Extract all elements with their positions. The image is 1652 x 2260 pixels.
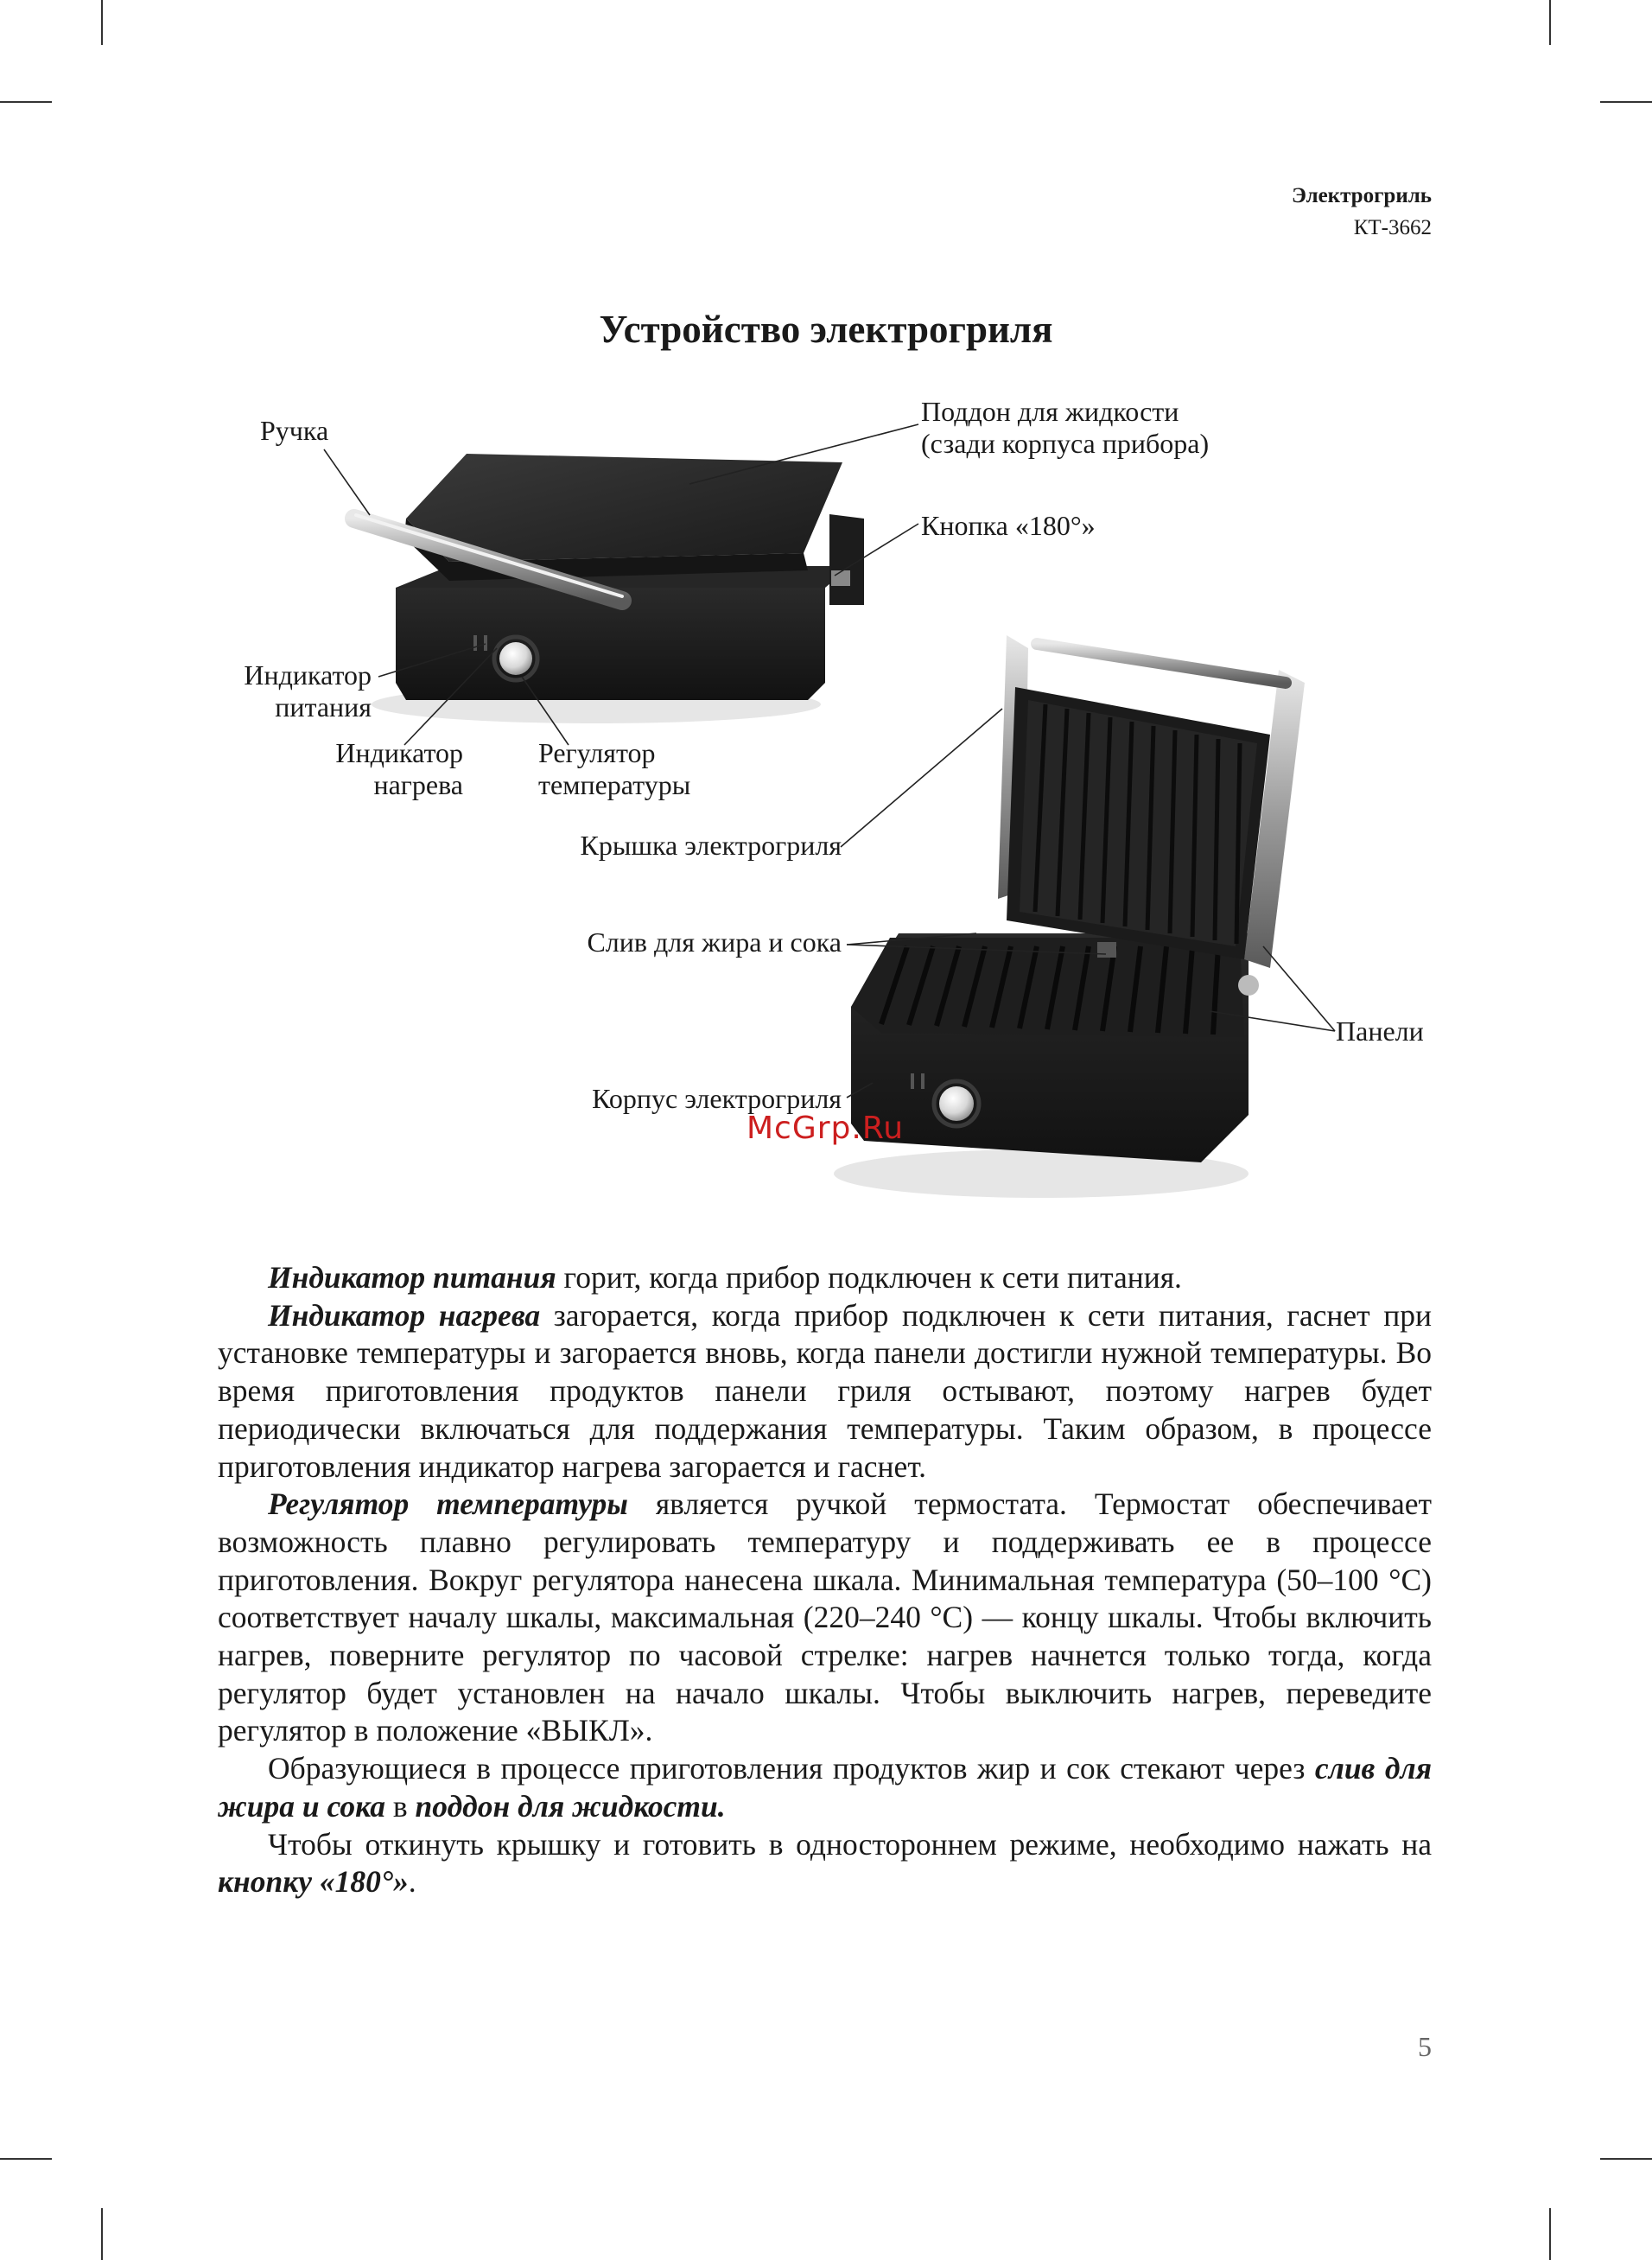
paragraph-text: Чтобы откинуть крышку и готовить в одностороннем режиме, необходимо нажать на — [268, 1826, 1432, 1862]
header-model: КТ-3662 — [1353, 216, 1432, 239]
label-tray-line1: Поддон для жидкости — [921, 396, 1179, 427]
term: кнопку «180°» — [218, 1864, 409, 1900]
crop-mark — [0, 2158, 52, 2160]
label-temp-regulator-line2: температуры — [538, 769, 691, 800]
open-grill — [834, 635, 1305, 1198]
term: Индикатор питания — [268, 1260, 556, 1295]
label-power-indicator-line1: Индикатор — [244, 659, 372, 691]
term: поддон для жидкости. — [415, 1788, 726, 1824]
label-heat-indicator — [294, 737, 463, 801]
label-body: Корпус электрогриля — [592, 1083, 842, 1114]
page-number: 5 — [1418, 2031, 1432, 2062]
watermark: McGrp.Ru — [747, 1111, 905, 1146]
label-tray — [921, 396, 1209, 460]
paragraph-text: . — [408, 1864, 416, 1900]
paragraph-drain — [218, 1750, 1432, 1825]
label-heat-indicator-line1: Индикатор — [335, 737, 463, 768]
paragraph-button-180 — [218, 1826, 1432, 1901]
label-panels: Панели — [1336, 1015, 1424, 1047]
paragraph-heat-indicator — [218, 1297, 1432, 1487]
paragraph-text: Образующиеся в процессе приготовления продуктов жир и сок стекают через — [268, 1751, 1315, 1786]
crop-mark — [1549, 2208, 1551, 2260]
paragraph-temp-regulator — [218, 1486, 1432, 1750]
term: слив для жира и сока — [218, 1751, 1432, 1824]
label-heat-indicator-line2: нагрева — [373, 769, 463, 800]
label-power-indicator — [207, 659, 372, 723]
label-power-indicator-line2: питания — [275, 691, 372, 723]
label-drain: Слив для жира и сока — [587, 926, 842, 958]
label-handle: Ручка — [260, 415, 329, 446]
crop-mark — [1600, 2158, 1652, 2160]
label-lid: Крышка электрогриля — [580, 830, 842, 861]
label-button-180: Кнопка «180°» — [921, 510, 1096, 541]
label-temp-regulator-line1: Регулятор — [538, 737, 656, 768]
label-temp-regulator — [538, 737, 690, 801]
body-text — [218, 1259, 1432, 1901]
header-product: Электрогриль — [1291, 184, 1432, 207]
paragraph-text: загорается, когда прибор подключен к сети питания, гаснет при установке температуры и загорается вновь, когда панели достигли нужной температуры. Во время приготовления продуктов панели гриля остывают, поэтому нагрев будет периодически включаться для поддержания температуры. Таким образом, в процессе приготовления индикатор нагрева загорается и гаснет. — [218, 1297, 1432, 1484]
section-title: Устройство электрогриля — [599, 308, 1053, 351]
paragraph-text: горит, когда прибор подключен к сети питания. — [556, 1260, 1182, 1295]
paragraph-power-indicator — [218, 1259, 1432, 1297]
label-tray-line2: (сзади корпуса прибора) — [921, 428, 1210, 459]
term: Регулятор температуры — [268, 1487, 628, 1522]
paragraph-text: является ручкой термостата. Термостат обеспечивает возможность плавно регулировать температуру и поддерживать ее в процессе приготовления. Вокруг регулятора нанесена шкала. Минимальная температура (50–100 °С) соответствует началу шкалы, максимальная (220–240 °С) — концу шкалы. Чтобы включить нагрев, поверните регулятор по часовой стрелке: нагрев начнется только тогда, когда регулятор будет установлен на начало шкалы. Чтобы выключить нагрев, переведите регулятор в положение «ВЫКЛ». — [218, 1487, 1433, 1748]
crop-mark — [101, 2208, 103, 2260]
term: Индикатор нагрева — [268, 1297, 541, 1333]
closed-grill — [354, 454, 864, 723]
paragraph-text: в — [385, 1788, 416, 1824]
